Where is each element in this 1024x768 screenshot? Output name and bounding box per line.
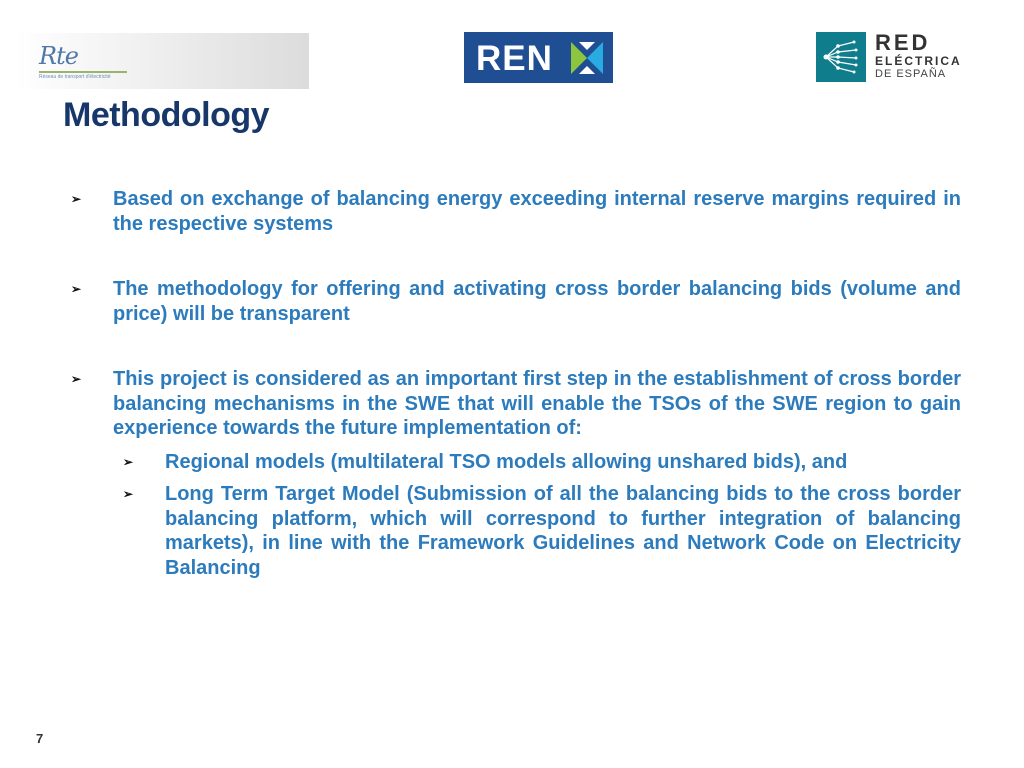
bullet-arrow-icon: ➢ bbox=[71, 372, 82, 386]
ren-logo-word: REN bbox=[476, 39, 553, 78]
page-number: 7 bbox=[36, 731, 44, 746]
ree-logo-line2: ELÉCTRICA bbox=[875, 54, 962, 68]
sub-bullet-item bbox=[123, 482, 961, 581]
sub-bullet-text: Regional models (multilateral TSO models allowing unshared bids), and bbox=[165, 451, 848, 473]
bullet-text: Based on exchange of balancing energy exceeding internal reserve margins required in the respective systems bbox=[113, 188, 961, 235]
bullet-item bbox=[71, 367, 961, 441]
ree-logo-mark-icon bbox=[816, 32, 866, 82]
slide-title: Methodology bbox=[63, 96, 270, 134]
sub-bullet-text: Long Term Target Model (Submission of all the balancing bids to the cross border balancing platform, which will correspond to further integration of balancing markets), in line with the Framework Guidelines and Network Code on Electricity Balancing bbox=[165, 483, 961, 580]
bullet-item bbox=[71, 277, 961, 326]
bullet-item bbox=[71, 187, 961, 236]
bullet-arrow-icon: ➢ bbox=[71, 282, 82, 296]
ree-logo-line1: RED bbox=[875, 30, 931, 55]
ree-logo bbox=[816, 32, 996, 84]
sub-bullet-arrow-icon: ➢ bbox=[123, 455, 134, 469]
ren-logo bbox=[464, 32, 613, 83]
bullet-text: This project is considered as an important first step in the establishment of cross border balancing mechanisms in the SWE that will enable the TSOs of the SWE region to gain experience towards the future implementation of: bbox=[113, 368, 961, 440]
rte-logo-underline bbox=[39, 71, 127, 73]
rte-logo bbox=[15, 33, 309, 89]
bullet-text: The methodology for offering and activating cross border balancing bids (volume and price) will be transparent bbox=[113, 278, 961, 325]
sub-bullet-item bbox=[123, 450, 961, 475]
bullet-arrow-icon: ➢ bbox=[71, 192, 82, 206]
rte-logo-tagline: Réseau de transport d'électricité bbox=[39, 74, 111, 80]
ree-logo-line3: DE ESPAÑA bbox=[875, 68, 947, 80]
sub-bullet-arrow-icon: ➢ bbox=[123, 487, 134, 501]
ren-logo-mark-icon bbox=[571, 42, 603, 74]
rte-logo-word: Rte bbox=[39, 42, 78, 70]
